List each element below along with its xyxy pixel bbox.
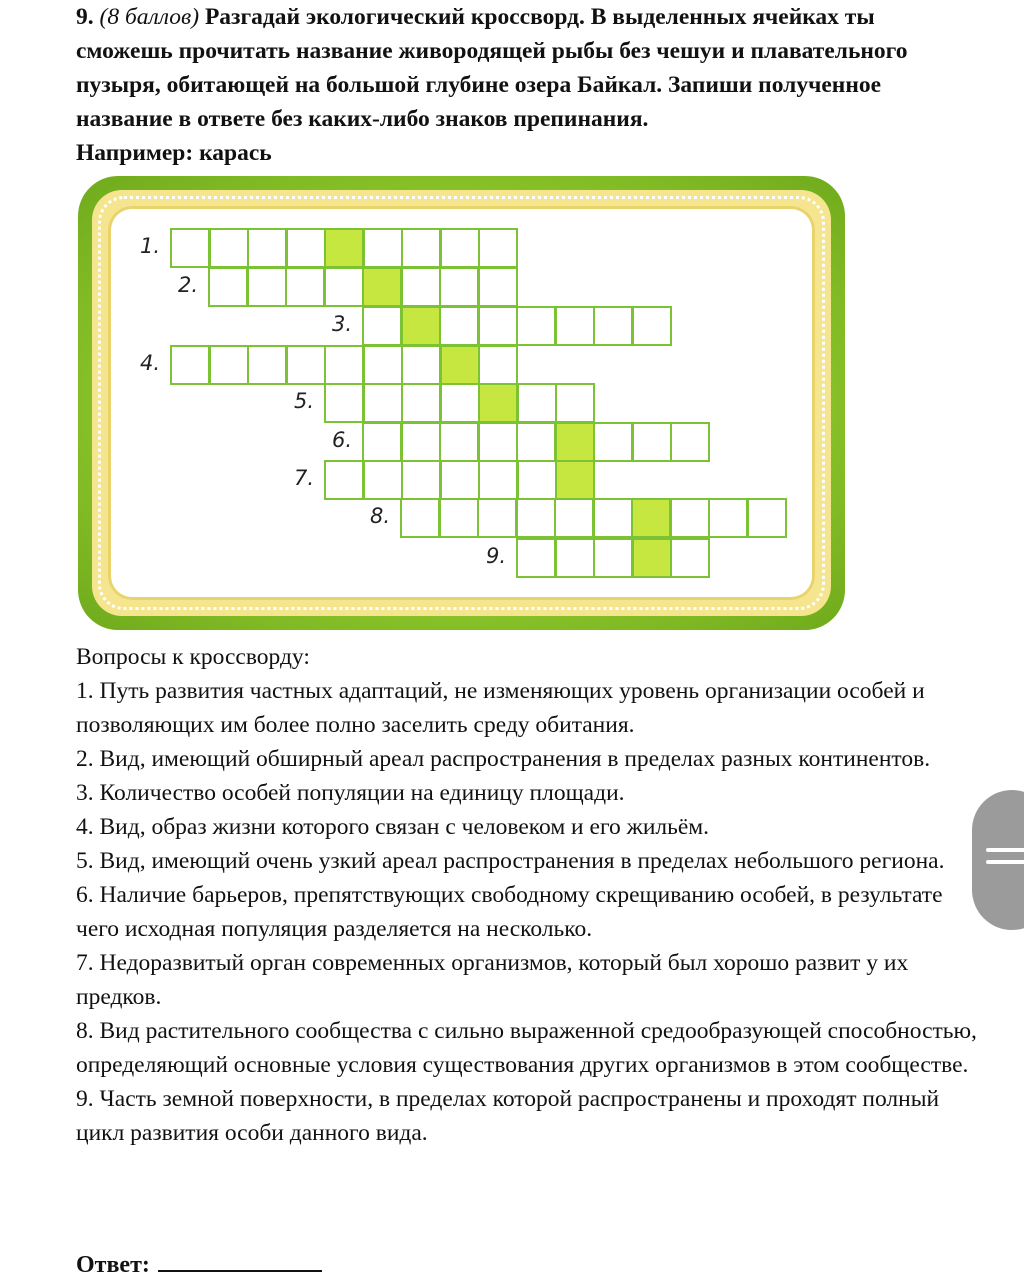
crossword-cell[interactable] [440,228,480,268]
crossword-cell[interactable] [477,498,517,538]
crossword-cell[interactable] [286,228,326,268]
crossword-cell[interactable] [247,228,287,268]
crossword-cell-highlighted[interactable] [478,383,518,423]
crossword-row-number: 5. [294,389,315,413]
question-item: 7. Недоразвитый орган современных организмов, который был хорошо развит у их предков. [76,950,909,1010]
crossword-cell[interactable] [554,498,594,538]
crossword-cell[interactable] [439,267,479,307]
crossword-cell[interactable] [400,498,440,538]
crossword-cell[interactable] [516,422,556,462]
crossword-cell[interactable] [324,267,364,307]
crossword-cell[interactable] [170,345,210,385]
crossword-cell[interactable] [670,498,710,538]
crossword-cell[interactable] [517,383,557,423]
crossword-row-number: 9. [486,544,507,568]
crossword-cell-highlighted[interactable] [631,498,671,538]
crossword-cell[interactable] [363,460,403,500]
answer-blank[interactable] [158,1248,322,1272]
crossword-cell[interactable] [324,460,364,500]
crossword-cell[interactable] [439,422,479,462]
crossword-cell-highlighted[interactable] [555,460,595,500]
task-number: 9. [76,4,94,30]
crossword-cell[interactable] [440,383,480,423]
crossword-cell[interactable] [286,345,326,385]
crossword-cell[interactable] [478,306,518,346]
crossword-cell[interactable] [247,345,287,385]
crossword-cell[interactable] [401,422,441,462]
question-item: 8. Вид растительного сообщества с сильно выраженной средообразующей способностью, определяющий основные условия существования других организмов в этом сообществе. [76,1018,977,1078]
answer-row [76,1248,322,1279]
answer-label: Ответ: [76,1252,150,1278]
crossword-cell[interactable] [440,460,480,500]
question-item: 2. Вид, имеющий обширный ареал распространения в пределах разных континентов. [76,746,931,772]
crossword-row-number: 2. [178,273,199,297]
scroll-handle[interactable] [972,790,1024,930]
crossword-cell-highlighted[interactable] [324,228,364,268]
task-points: (8 баллов) [99,4,200,30]
question-item: 6. Наличие барьеров, препятствующих свободному скрещиванию особей, в результате чего исходная популяция разделяется на несколько. [76,882,943,942]
crossword-row-number: 1. [140,234,161,258]
crossword-cell[interactable] [593,498,633,538]
crossword-cell[interactable] [516,306,556,346]
crossword-row-number: 4. [140,351,161,375]
crossword-cell[interactable] [670,538,710,578]
crossword-cell[interactable] [593,538,633,578]
question-item: 4. Вид, образ жизни которого связан с человеком и его жильём. [76,814,710,840]
crossword-cell[interactable] [478,228,518,268]
crossword-cell-highlighted[interactable] [440,345,480,385]
crossword-cell[interactable] [247,267,287,307]
crossword-cell[interactable] [209,345,249,385]
crossword-cell[interactable] [401,345,441,385]
crossword-cell[interactable] [363,228,403,268]
questions-heading: Вопросы к кроссворду: [76,644,310,670]
crossword-cell[interactable] [555,538,595,578]
crossword-cell[interactable] [362,422,402,462]
task-statement [76,0,976,170]
question-item: 9. Часть земной поверхности, в пределах которой распространены и проходят полный цикл развития особи данного вида. [76,1086,940,1146]
crossword-row-number: 3. [332,312,353,336]
crossword-cell[interactable] [439,498,479,538]
crossword-cell[interactable] [478,267,518,307]
crossword-row-number: 6. [332,428,353,452]
crossword-cell[interactable] [747,498,787,538]
crossword-cell[interactable] [324,345,364,385]
crossword-cell[interactable] [362,306,402,346]
crossword-cell[interactable] [670,422,710,462]
crossword-cell-highlighted[interactable] [632,538,672,578]
crossword-cell-highlighted[interactable] [362,267,402,307]
question-item: 1. Путь развития частных адаптаций, не изменяющих уровень организации особей и позволяющих им более полно заселить среду обитания. [76,678,925,738]
task-text: Разгадай экологический кроссворд. В выделенных ячейках ты сможешь прочитать название живородящей рыбы без чешуи и плавательного пузыря, обитающей на большой глубине озера Байкал. Запиши полученное название в ответе без каких-либо знаков препинания. [76,4,908,132]
crossword-cell[interactable] [516,538,556,578]
crossword-cell[interactable] [363,383,403,423]
crossword-cell[interactable] [401,460,441,500]
crossword-row-number: 8. [370,504,391,528]
crossword-cell[interactable] [555,383,595,423]
crossword-cell[interactable] [478,422,518,462]
crossword-cell[interactable] [593,422,633,462]
crossword-cell[interactable] [401,267,441,307]
crossword-cell[interactable] [209,228,249,268]
crossword-cell[interactable] [555,306,595,346]
question-item: 5. Вид, имеющий очень узкий ареал распространения в пределах небольшого региона. [76,848,945,874]
question-item: 3. Количество особей популяции на единицу площади. [76,780,625,806]
crossword-cell[interactable] [401,228,441,268]
crossword-cell[interactable] [401,383,441,423]
handle-grip-icon [986,848,1024,852]
crossword-cell[interactable] [516,498,556,538]
crossword-cell[interactable] [517,460,557,500]
crossword-cell-highlighted[interactable] [555,422,595,462]
crossword-cell[interactable] [363,345,403,385]
crossword-cell[interactable] [632,306,672,346]
crossword-cell[interactable] [478,460,518,500]
crossword-cell[interactable] [170,228,210,268]
crossword-cell[interactable] [285,267,325,307]
handle-grip-icon [986,860,1024,864]
questions-section [76,640,986,1150]
crossword-cell[interactable] [439,306,479,346]
crossword-cell[interactable] [632,422,672,462]
crossword-cell-highlighted[interactable] [401,306,441,346]
crossword-cell[interactable] [478,345,518,385]
task-example: Например: карась [76,140,272,166]
crossword-cell[interactable] [324,383,364,423]
crossword-cell[interactable] [708,498,748,538]
crossword-cell[interactable] [208,267,248,307]
crossword-cell[interactable] [593,306,633,346]
crossword-row-number: 7. [294,466,315,490]
